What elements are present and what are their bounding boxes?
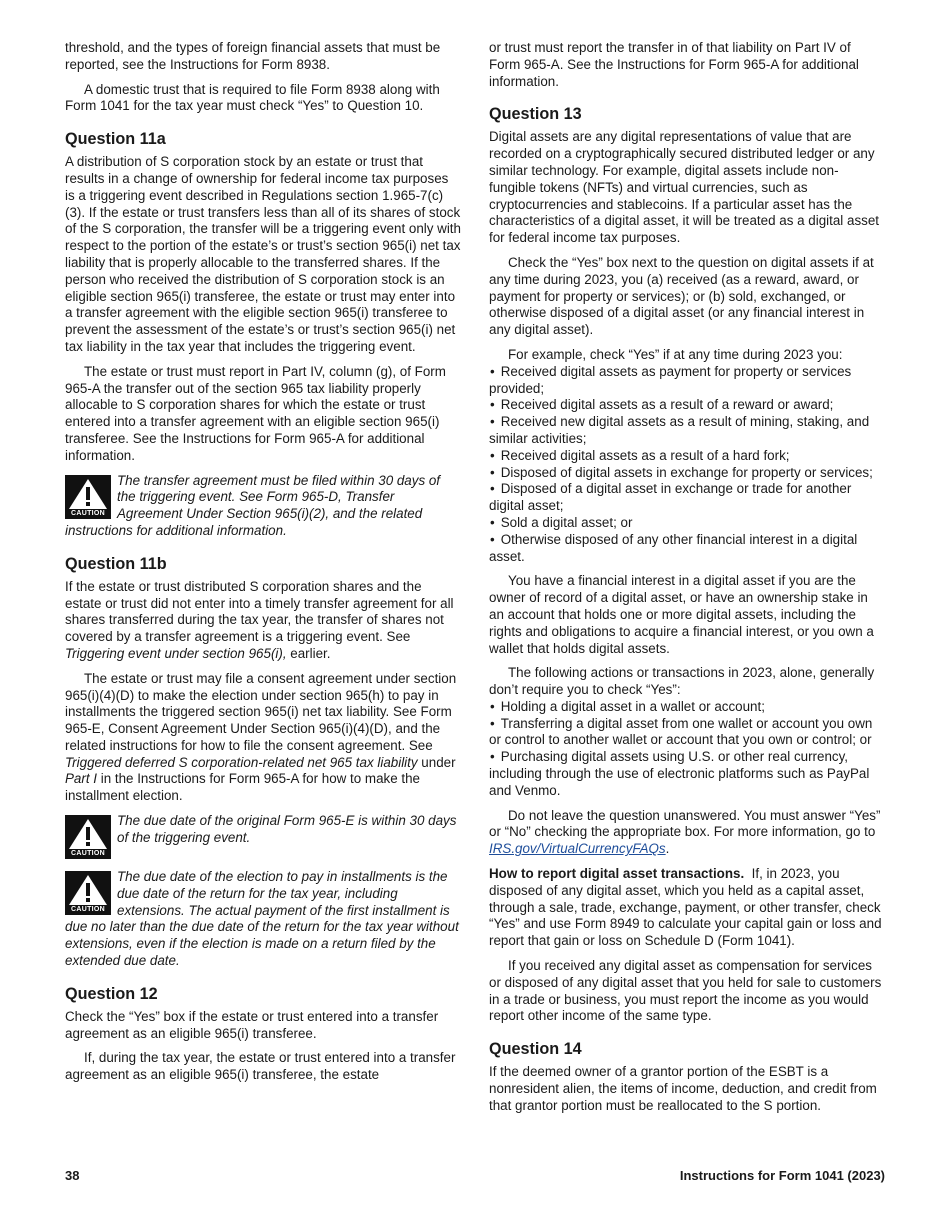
heading-question-11a: Question 11a (65, 130, 166, 149)
paragraph: If the estate or trust distributed S corporation shares and the estate or trust did not enter into a timely transfer agreement for all shares transferred during the tax year, the transfer of shares not covered by a transfer agreement is a triggering event. See Triggering event under section 965(i), earlier. (65, 578, 454, 661)
list-item: • Sold a digital asset; or (489, 515, 885, 532)
list-item: • Otherwise disposed of any other financial interest in a digital asset. (489, 532, 885, 566)
heading-question-13: Question 13 (489, 105, 582, 124)
caution-icon (65, 815, 111, 859)
list-item: • Received digital assets as a result of a reward or award; (489, 397, 885, 414)
heading-question-12: Question 12 (65, 984, 158, 1003)
list-item: • Received digital assets as a result of a hard fork; (489, 448, 885, 465)
paragraph: If you received any digital asset as compensation for services or disposed of any digital asset that you held for sale to customers in a trade or business, you must report the income as you would report other income of the same type. (489, 958, 882, 1024)
list-item: • Transferring a digital asset from one wallet or account you own or control to another wallet or account that you own or control; or (489, 716, 885, 750)
heading-question-14: Question 14 (489, 1040, 582, 1059)
paragraph: If, during the tax year, the estate or trust entered into a transfer agreement as an eligible 965(i) transferee, the estate (65, 1050, 456, 1083)
virtual-currency-faqs-link[interactable]: IRS.gov/VirtualCurrencyFAQs (489, 841, 666, 857)
paragraph: You have a financial interest in a digital asset if you are the owner of record of a digital asset, or have an ownership stake in an account that holds one or more digital assets, including the rights and obligations to acquire a financial interest, or you own a wallet that holds digital assets. (489, 573, 874, 656)
paragraph: threshold, and the types of foreign financial assets that must be reported, see the Instructions for Form 8938. (65, 40, 441, 72)
caution-text: The due date of the election to pay in installments is the due date of the return for the tax year, including extensions. The actual payment of the first installment is due no later than the due date of the return for the tax year without extensions, even if the election is made on a return filed by the extended due date. (65, 869, 459, 969)
caution-text: The due date of the original Form 965-E is within 30 days of the triggering event. (117, 813, 457, 845)
heading-question-11b: Question 11b (65, 554, 167, 573)
bullet-list (489, 699, 885, 800)
paragraph: The estate or trust must report in Part IV, column (g), of Form 965-A the transfer out of the section 965 tax liability properly allocable to S corporation shares for which the estate or trust entered into a transfer agreement with an eligible section 965(i) transferee. See the Instructions for Form 965-A for additional information. (65, 363, 446, 463)
list-item: • Holding a digital asset in a wallet or account; (489, 699, 885, 716)
caution-note (65, 473, 461, 540)
caution-label: CAUTION (71, 509, 105, 517)
list-item: • Received digital assets as payment for property or services provided; (489, 364, 885, 398)
caution-label: CAUTION (71, 850, 105, 858)
bullet-list (489, 364, 885, 566)
caution-icon (65, 475, 111, 519)
list-item: • Disposed of digital assets in exchange for property or services; (489, 465, 885, 482)
caution-note (65, 813, 461, 859)
paragraph: Check the “Yes” box next to the question on digital assets if at any time during 2023, you (a) received (as a reward, award, or payment for property or services); or (b) sold, exchanged, or otherwise disposed of a digital asset (or any financial interest in any digital asset). (489, 254, 874, 338)
paragraph: A domestic trust that is required to file Form 8938 along with Form 1041 for the tax year must check “Yes” to Question 10. (65, 81, 440, 114)
run-in-heading: How to report digital asset transactions. (489, 866, 745, 882)
caution-label: CAUTION (71, 906, 105, 914)
list-item: • Disposed of a digital asset in exchange or trade for another digital asset; (489, 481, 885, 515)
left-column (65, 40, 461, 1092)
paragraph: For example, check “Yes” if at any time during 2023 you: (508, 346, 843, 362)
caution-icon (65, 871, 111, 915)
paragraph: Do not leave the question unanswered. You must answer “Yes” or “No” checking the appropriate box. For more information, go to IRS.gov/VirtualCurrencyFAQs. (489, 807, 881, 857)
caution-text: The transfer agreement must be filed within 30 days of the triggering event. See Form 965-D, Transfer Agreement Under Section 965(i)(2), and the related instructions for additional information. (65, 472, 441, 538)
list-item: • Purchasing digital assets using U.S. or other real currency, including through the use of electronic platforms such as PayPal and Venmo. (489, 749, 885, 799)
paragraph: or trust must report the transfer in of that liability on Part IV of Form 965-A. See the Instructions for Form 965-A for additional information. (489, 40, 859, 89)
caution-note (65, 869, 461, 970)
list-item: • Received new digital assets as a result of mining, staking, and similar activities; (489, 414, 885, 448)
page-number: 38 (65, 1168, 80, 1183)
paragraph: The following actions or transactions in 2023, alone, generally don’t require you to check “Yes”: (489, 665, 875, 698)
right-column (489, 40, 885, 1123)
paragraph: Check the “Yes” box if the estate or trust entered into a transfer agreement as an eligible 965(i) transferee. (65, 1008, 439, 1041)
paragraph: If the deemed owner of a grantor portion of the ESBT is a nonresident alien, the items of income, deduction, and credit from that grantor portion must be reallocated to the S portion. (489, 1064, 877, 1113)
paragraph: Digital assets are any digital representations of value that are recorded on a cryptographically secured distributed ledger or any similar technology. For example, digital assets include non-fungible tokens (NFTs) and virtual currencies, such as cryptocurrencies and stablecoins. If a particular asset has the characteristics of a digital asset, it will be treated as a digital asset for federal income tax purposes. (489, 129, 880, 246)
paragraph: A distribution of S corporation stock by an estate or trust that results in a change of ownership for federal income tax purposes is a triggering event described in Regulations section 1.965-7(c)(3). If the estate or trust transfers less than all of its shares of stock of the S corporation, the transfer will be a triggering event only with respect to the portion of the estate’s or trust’s section 965(i) net tax liability that is properly allocable to the transferred shares. If the person who received the distribution of S corporation stock is an eligible section 965(i) transferee, the estate or trust may enter into a transfer agreement with the eligible section 965(i) transferee to prevent the assessment of the estate’s or trust’s section 965(i) net tax liability in the tax year that includes the triggering event. (65, 154, 461, 354)
paragraph: The estate or trust may file a consent agreement under section 965(i)(4)(D) to make the election under section 965(h) to pay in installments the triggered section 965(i) net tax liability. See Form 965-E, Consent Agreement Under Section 965(i)(4)(D), and the related instructions for how to file the consent agreement. See Triggered deferred S corporation-related net 965 tax liability under Part I in the Instructions for Form 965-A for how to make the installment election. (65, 670, 457, 804)
footer-title: Instructions for Form 1041 (2023) (679, 1168, 885, 1183)
paragraph: How to report digital asset transactions. If, in 2023, you disposed of any digital asset, which you held as a capital asset, through a sale, trade, exchange, payment, or other transfer, check “Yes” and use Form 8949 to calculate your capital gain or loss and report that gain or loss on Schedule D (Form 1041). (489, 866, 882, 949)
